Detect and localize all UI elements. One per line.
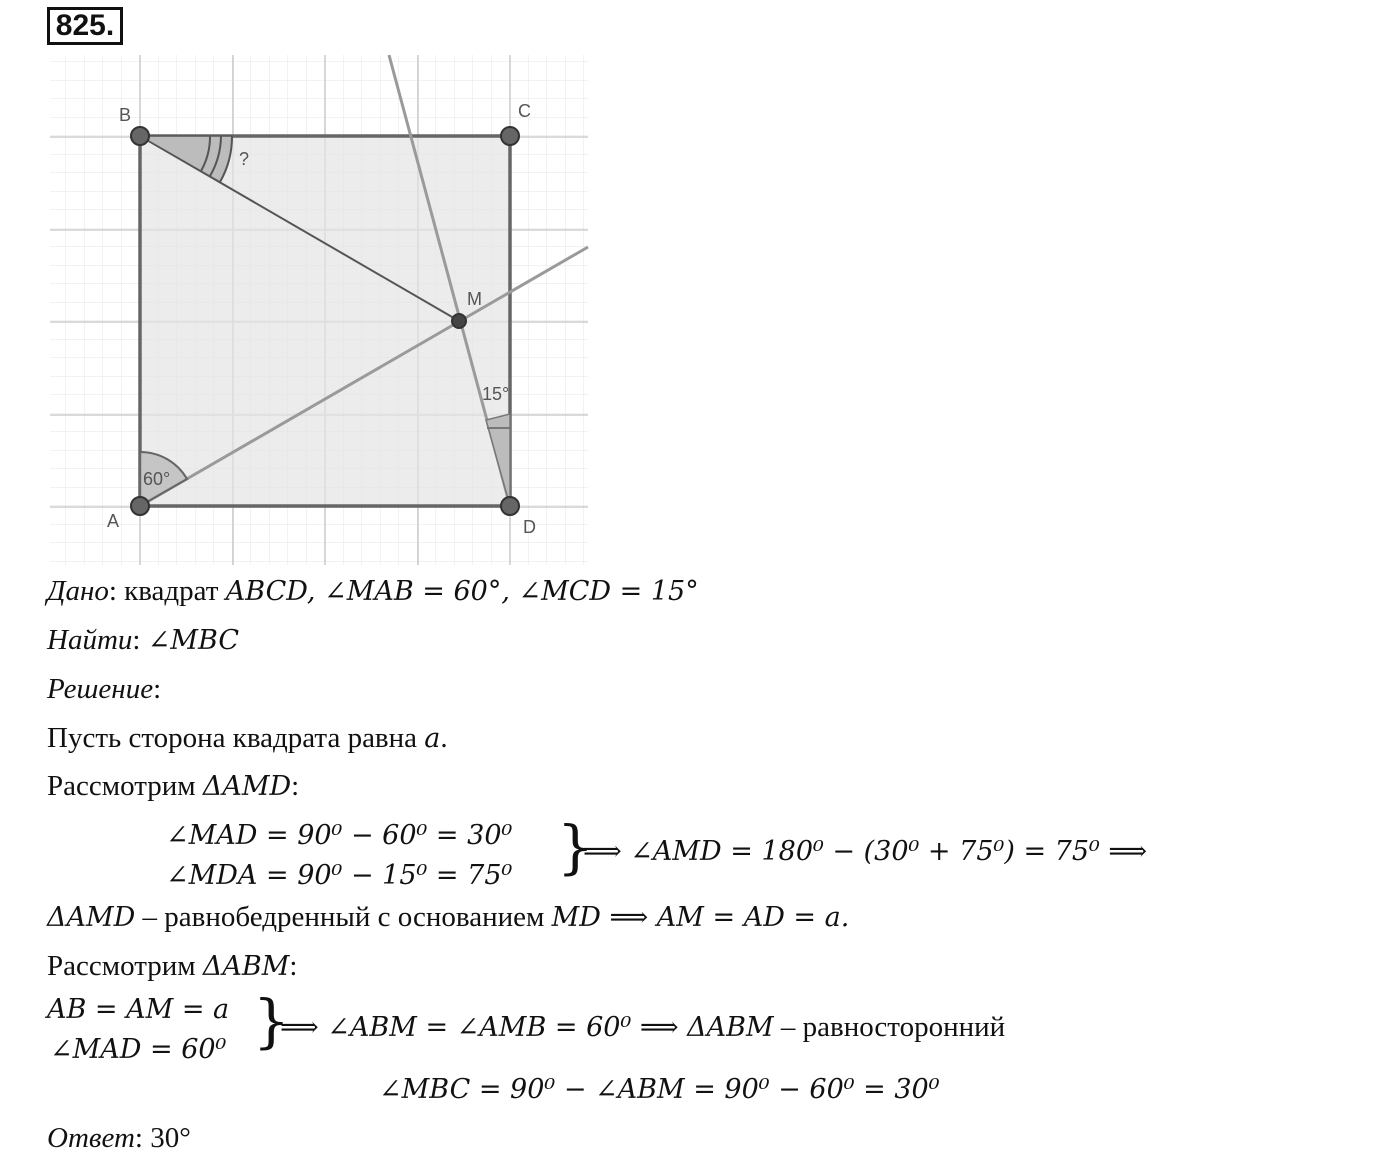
label-15: 15° <box>482 384 510 404</box>
label-question: ? <box>239 149 250 169</box>
system1-row1: ∠MAD = 90⁰ − 60⁰ = 30⁰ <box>166 820 513 851</box>
point-c <box>501 127 519 145</box>
label-d: D <box>523 517 536 537</box>
find-line: Найти: ∠MBC <box>47 624 239 656</box>
point-b <box>131 127 149 145</box>
label-a: A <box>107 511 120 531</box>
solution-line-2: Рассмотрим ΔAMD: <box>47 770 300 802</box>
system2-brace: } <box>253 987 290 1055</box>
system2-row2: ∠MAD = 60⁰ <box>50 1034 227 1065</box>
solution-line-1: Пусть сторона квадрата равна a. <box>47 722 448 754</box>
problem-number: 825. <box>47 7 123 45</box>
geometry-figure <box>0 0 600 580</box>
point-d <box>501 497 519 515</box>
solution-line-3: ΔAMD – равнобедренный с основанием MD ⟹ AM = AD = a. <box>47 901 850 933</box>
system2-row1: AB = AM = a <box>47 994 230 1025</box>
label-b: B <box>119 105 132 125</box>
solution-line-4: Рассмотрим ΔABM: <box>47 950 298 982</box>
point-m <box>452 314 466 328</box>
solution-line-5: ∠MBC = 90⁰ − ∠ABM = 90⁰ − 60⁰ = 30⁰ <box>379 1074 940 1105</box>
system1-row2: ∠MDA = 90⁰ − 15⁰ = 75⁰ <box>166 860 513 891</box>
label-60: 60° <box>143 469 171 489</box>
point-a <box>131 497 149 515</box>
answer-line: Ответ: 30° <box>47 1122 191 1154</box>
system1-brace: } <box>557 813 594 881</box>
system2-result: ⟹ ∠ABM = ∠AMB = 60⁰ ⟹ ΔABM – равносторонний <box>280 1011 1006 1043</box>
label-c: C <box>518 101 531 121</box>
system1-result: ⟹ ∠AMD = 180⁰ − (30⁰ + 75⁰) = 75⁰ ⟹ <box>583 836 1148 867</box>
given-line: Дано: квадрат ABCD, ∠MAB = 60°, ∠MCD = 15° <box>47 575 699 607</box>
solution-heading: Решение: <box>47 673 162 705</box>
label-m: M <box>467 289 482 309</box>
